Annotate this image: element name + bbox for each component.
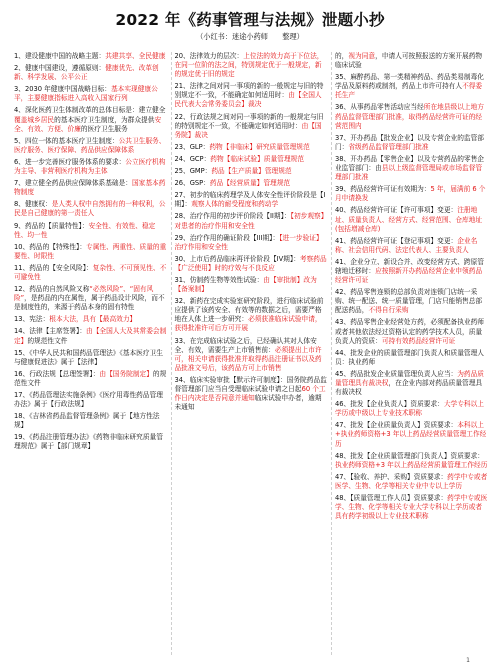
note-item: [175, 297, 328, 333]
note-text: 的规范性文件: [27, 336, 68, 345]
highlight-text: 药物【非临床】研究质量管理规范: [209, 142, 310, 151]
highlight-text: 由【全国人大及其常委会制定】: [14, 327, 167, 345]
note-item: [14, 222, 167, 240]
note-item: [14, 64, 167, 82]
highlight-text: 由【审批制】改为【备案制】: [174, 275, 317, 294]
note-text: 21、法律之间对同一事项的新的一般规定与旧的特别规定不一致，不能确定如何适用时：: [174, 82, 324, 100]
highlight-text: 药物【临床试验】质量管理规范: [210, 154, 304, 163]
highlight-text: 必须提出上市许可，相关申请获得批准并取得药品注册证书以及药品批准文号后，该药品方可上市销售: [174, 345, 322, 372]
highlight-text: 大学专科以上学历或中级以上专业技术职称: [335, 400, 484, 418]
note-item: [14, 85, 167, 103]
note-text: 9、药品的【质量特性】：: [14, 221, 89, 230]
highlight-text: 所在地县级以上地方药品监督管理部门批准，取得药品经营许可证的经营范围内: [335, 103, 484, 130]
note-text: 31、仿制药生物等效性试验：: [174, 275, 264, 284]
highlight-text: 上位法的效力高于下位法，在同一位阶的法之间，特别规定优于一般规定，新的规定优于旧的规定: [174, 52, 324, 79]
note-text: 47、批发【企业质量负责人】资质要求：: [335, 421, 458, 430]
note-text: 48、批发【企业质量管理部门负责人】资质要求：: [335, 451, 484, 460]
note-text: 的，: [335, 52, 349, 60]
note-text: 30、上市后药品临床再评价阶段【IV期】：: [174, 254, 300, 263]
note-item: [175, 255, 328, 273]
highlight-text: 由【国务院】裁决: [174, 121, 322, 139]
note-text: 19、《药品注册管理办法》《药物非临床研究质量管理规范》属于【部门规章】: [14, 433, 163, 451]
note-text: 28、治疗作用的初步评价阶段【II期】：: [174, 212, 291, 221]
note-item: [335, 400, 488, 418]
note-item: [14, 137, 167, 155]
note-item: [335, 452, 488, 470]
note-text: 26、GSP：: [174, 179, 210, 188]
note-text: 44、批发企业的质量管理部门负责人和质量管理人员：执业药师: [335, 348, 484, 366]
note-item: [335, 52, 488, 70]
highlight-text: 可持有效药品经营许可证: [381, 336, 456, 345]
highlight-text: 5 年，届满前 6 个月申请换发: [335, 185, 486, 203]
note-item: [175, 376, 328, 412]
highlight-text: 公立医疗机构为主导、非营利医疗机构为主体: [14, 157, 166, 176]
note-item: [14, 158, 167, 176]
page-subtitle: [10, 32, 490, 42]
highlight-text: 安全性、有效性、稳定性、均一性: [14, 221, 156, 239]
highlight-text: 注册地址、质量负责人、经营方式、经营范围、仓库地址(包括增减仓库): [335, 206, 483, 233]
note-text: 20、法律效力的层次：: [174, 52, 244, 60]
note-text: ，在企业内部对药品质量管理具有裁决权: [335, 379, 483, 397]
note-item: [335, 73, 488, 100]
note-item: [175, 113, 328, 140]
note-text: 15、《中华人民共和国药品管理法》《基本医疗卫生与健康促进法》属于【法律】: [14, 348, 163, 366]
note-item: [335, 473, 488, 491]
highlight-text: 县以上级监督管理局或市场监督管理部门批准: [335, 164, 483, 182]
note-text: 的规范性文件: [14, 369, 167, 387]
highlight-text: 药品【生产质量】管理规范: [211, 167, 292, 176]
note-item: [14, 243, 167, 261]
highlight-text: 共建共享、全民健康: [105, 52, 166, 60]
highlight-text: 由【国务院制定】: [99, 369, 153, 378]
note-text: 的医疗卫生服务: [80, 124, 128, 133]
note-text: 33、在完成临床试验之后，已经确认其对人体安全、有效，需要生产上市销售前：: [174, 336, 317, 354]
note-text: 24、GCP：: [174, 154, 211, 163]
note-text: 7、建立健全药品供应保障体系基础是：: [14, 179, 132, 188]
note-item: [335, 288, 488, 315]
note-item: [14, 52, 167, 61]
note-item: [14, 315, 167, 324]
note-text: 23、GLP：: [174, 142, 210, 151]
note-text: 38、开办药品【零售企业】以及专营药品的零售企业监管部门：由: [335, 154, 484, 173]
note-text: 临床试验申办者，逾期未通知: [174, 394, 322, 412]
highlight-text: 国家基本药物制度: [14, 179, 166, 197]
note-text: 2、健康中国建设，遵循原则：: [14, 64, 106, 73]
note-text: 11、药品的【安全风险】：: [14, 263, 93, 272]
note-text: 8、健康权：: [14, 200, 52, 209]
highlight-text: 必须获准临床试验申请，获得批准许可后方可开展: [174, 315, 322, 333]
note-text: 10、药品的【特殊性】：: [14, 242, 87, 251]
note-text: 17、《药品管理法实施条例》《医疗用毒性药品管理办法》属于【行政法规】: [14, 391, 163, 409]
note-item: [14, 285, 167, 312]
content-columns: [10, 52, 492, 655]
note-text: 16、行政法规【总理签署】：: [14, 369, 100, 378]
subtitle-status: 整理）: [282, 32, 304, 41]
note-item: [14, 433, 167, 451]
note-text: 3、2030 年健康中国战略目标：: [14, 85, 111, 94]
highlight-text: 不得委托生产: [335, 82, 483, 100]
note-item: [14, 391, 167, 409]
page-title: 2022 年《药事管理与法规》泄题小抄: [115, 11, 385, 29]
page-number: 1: [466, 657, 470, 664]
note-item: [14, 327, 167, 345]
note-item: [335, 318, 488, 345]
note-text: 22、行政法规之间对同一事项的新的一般规定与旧的特别规定不一致，不能确定如何适用时：: [174, 112, 324, 130]
note-item: [175, 191, 328, 209]
note-item: [335, 421, 488, 448]
note-text: 27、初步的临床药理学及人体安全性评价阶段是【I期】：: [174, 191, 326, 209]
note-text: 14、法律【主席签署】：: [14, 327, 87, 336]
highlight-text: 公共卫生服务、医疗服务、医疗保障、药品供应保障体系: [14, 136, 166, 154]
note-item: [175, 143, 328, 152]
note-item: [175, 155, 328, 164]
highlight-text: 药品【经营质量】管理规范: [209, 179, 291, 188]
note-text: 43、药品零售企业经营处方药，必须配备执业药师或者其他依法经过资格认定的药学技术人员，质量负责人的资质：: [335, 318, 484, 345]
note-text: 37、开办药品【批发企业】以及专营企业的监管部门：: [335, 133, 484, 151]
highlight-text: 健康优先、改革创新、科学发展、公平公正: [14, 64, 159, 82]
highlight-text: 本科以上+执业药师资格+3 年以上药品经营质量管理工作经历: [335, 421, 487, 448]
highlight-text: 视为同意: [348, 52, 376, 60]
note-text: 45、药品批发企业质量管理负责人应当：: [335, 369, 458, 378]
note-text: 6、进一步完善医疗服务体系的要求：: [14, 157, 126, 166]
highlight-text: 企业名称、社会信用代码、法定代表人、主要负责人: [335, 236, 478, 254]
note-item: [14, 179, 167, 197]
note-item: [335, 185, 488, 203]
column-right: [331, 52, 492, 655]
highlight-text: 考察药品【广泛使用】时的疗效与不良反应: [174, 254, 327, 272]
highlight-text: “必然风险”、“固有风险”: [14, 285, 154, 303]
note-text: 47、【验收、养护、采购】资质要求：: [335, 472, 448, 481]
note-item: [335, 370, 488, 397]
column-left: [10, 52, 171, 655]
note-item: [14, 412, 167, 430]
highlight-text: 专属性、两重性、质量的重要性、时限性: [14, 242, 167, 260]
note-text: 42、药品零售连锁的总部负责对连锁门店统一采购、统一配送、统一质量管理，门店只能销售总部配送药品，: [335, 288, 483, 315]
note-text: 36、从事药品零售活动应当经: [335, 103, 424, 112]
note-text: 41、企业分立、新设合并、改变经营方式、跨原管辖地迁移时：: [335, 257, 484, 275]
note-text: 的基本医疗卫生制度，为群众提供: [54, 115, 155, 124]
note-text: 46、批发【企业负责人】资质要求：: [335, 400, 444, 409]
highlight-text: 执业药师资格+3 年以上药品经营质量管理工作经历: [335, 460, 488, 469]
note-text: 35、麻醉药品、第一类精神药品、药品类易制毒化学品及原料药或制剂，药品上市许可持有人: [335, 73, 484, 91]
note-text: 13、宪法：: [14, 315, 50, 324]
note-text: 25、GMP：: [174, 167, 212, 176]
note-item: [175, 234, 328, 252]
highlight-text: 省级药品监督管理部门批准: [348, 142, 429, 151]
note-item: [175, 167, 328, 176]
highlight-text: 基本实现健康公平，主要健康指标进入高收入国家行列: [14, 85, 158, 103]
note-text: 48、【质量管理工作人员】资质要求：: [335, 494, 448, 503]
note-item: [335, 206, 488, 233]
highlight-text: 【初步观察】对患者的治疗作用和安全性: [174, 212, 325, 230]
note-text: 18、《吉林省药品监督管理条例》属于【地方性法规】: [14, 412, 160, 430]
note-item: [14, 200, 167, 218]
note-item: [175, 82, 328, 109]
note-text: 4、深化医药卫生体制改革的总体目标是：建立健全: [14, 106, 166, 115]
highlight-text: 由【全国人民代表大会常务委员会】裁决: [174, 91, 322, 109]
note-item: [335, 155, 488, 182]
highlight-text: 为药品质量管理具有裁决权: [335, 369, 484, 387]
note-item: [335, 237, 488, 255]
note-item: [175, 52, 328, 79]
note-text: 29、治疗作用的确证阶段【III期】：: [174, 233, 280, 242]
note-item: [14, 370, 167, 388]
note-text: 5、四位一体的基本医疗卫生制度：: [14, 136, 119, 145]
highlight-text: 根本大法，具有【最高效力】: [49, 315, 137, 324]
note-text: 41、药品经营许可证【登记事项】变更：: [335, 236, 458, 245]
note-text: 40、药品经营许可证【许可事项】变更：: [335, 206, 458, 215]
note-item: [335, 103, 488, 130]
note-item: [335, 349, 488, 367]
highlight-text: 覆盖城乡居民: [14, 115, 55, 124]
column-middle: [171, 52, 332, 655]
highlight-text: 安全、有效、方便、价廉: [14, 115, 162, 133]
note-text: ，申请人可按照报送的方案开展药物临床试验: [335, 52, 483, 70]
note-item: [175, 276, 328, 294]
note-text: 1、建设健康中国的战略主题：: [14, 52, 106, 60]
highlight-text: 观察人体的耐受程度和药动学: [191, 200, 279, 209]
note-item: [175, 179, 328, 188]
note-text: ，是药品的内在属性，属于药品设计风险，而不是制度性的，来源于药品本身的固有特性: [14, 294, 165, 312]
highlight-text: 是人类人权中自然拥有的一种权利，公民是自己健康的第一责任人: [14, 200, 166, 218]
subtitle-source: （小红书：迷途小药师: [196, 32, 268, 41]
note-item: [14, 264, 167, 282]
highlight-text: 应按照新开办药品经营企业申领药品经营许可证: [335, 266, 483, 285]
note-item: [14, 106, 167, 133]
highlight-text: 【进一步验证】治疗作用和安全性: [174, 233, 323, 251]
note-item: [14, 349, 167, 367]
highlight-text: 60 个工作日内决定是否同意并通知: [174, 385, 326, 403]
note-item: [335, 258, 488, 285]
highlight-text: 药学中专或医学、生物、化学等相关专业大学专科以上学历或者具有药学初级以上专业技术职称: [335, 494, 488, 521]
note-item: [175, 212, 328, 230]
note-text: 34、临床实验审批【默示许可制度】：国务院药品监督管理部门应当自受理临床试验申请之日起: [174, 375, 327, 393]
note-text: 39、药品经营许可证有效期为：: [335, 185, 431, 194]
note-text: 12、药品的自然风险又称: [14, 285, 90, 294]
highlight-text: 复杂性、不可预见性、不可避免性: [14, 263, 167, 281]
highlight-text: 药学中专或者医学、生物、化学等相关专业中专以上学历: [335, 472, 488, 490]
note-text: 32、新药在完成实验室研究阶段，进行临床试验前应提供了该药安全、有效等的数据之后，需要严格地在人体上进一步研究：: [174, 297, 324, 324]
note-item: [335, 494, 488, 521]
highlight-text: 不得自行采购: [368, 306, 409, 315]
note-item: [175, 337, 328, 373]
note-item: [335, 134, 488, 152]
